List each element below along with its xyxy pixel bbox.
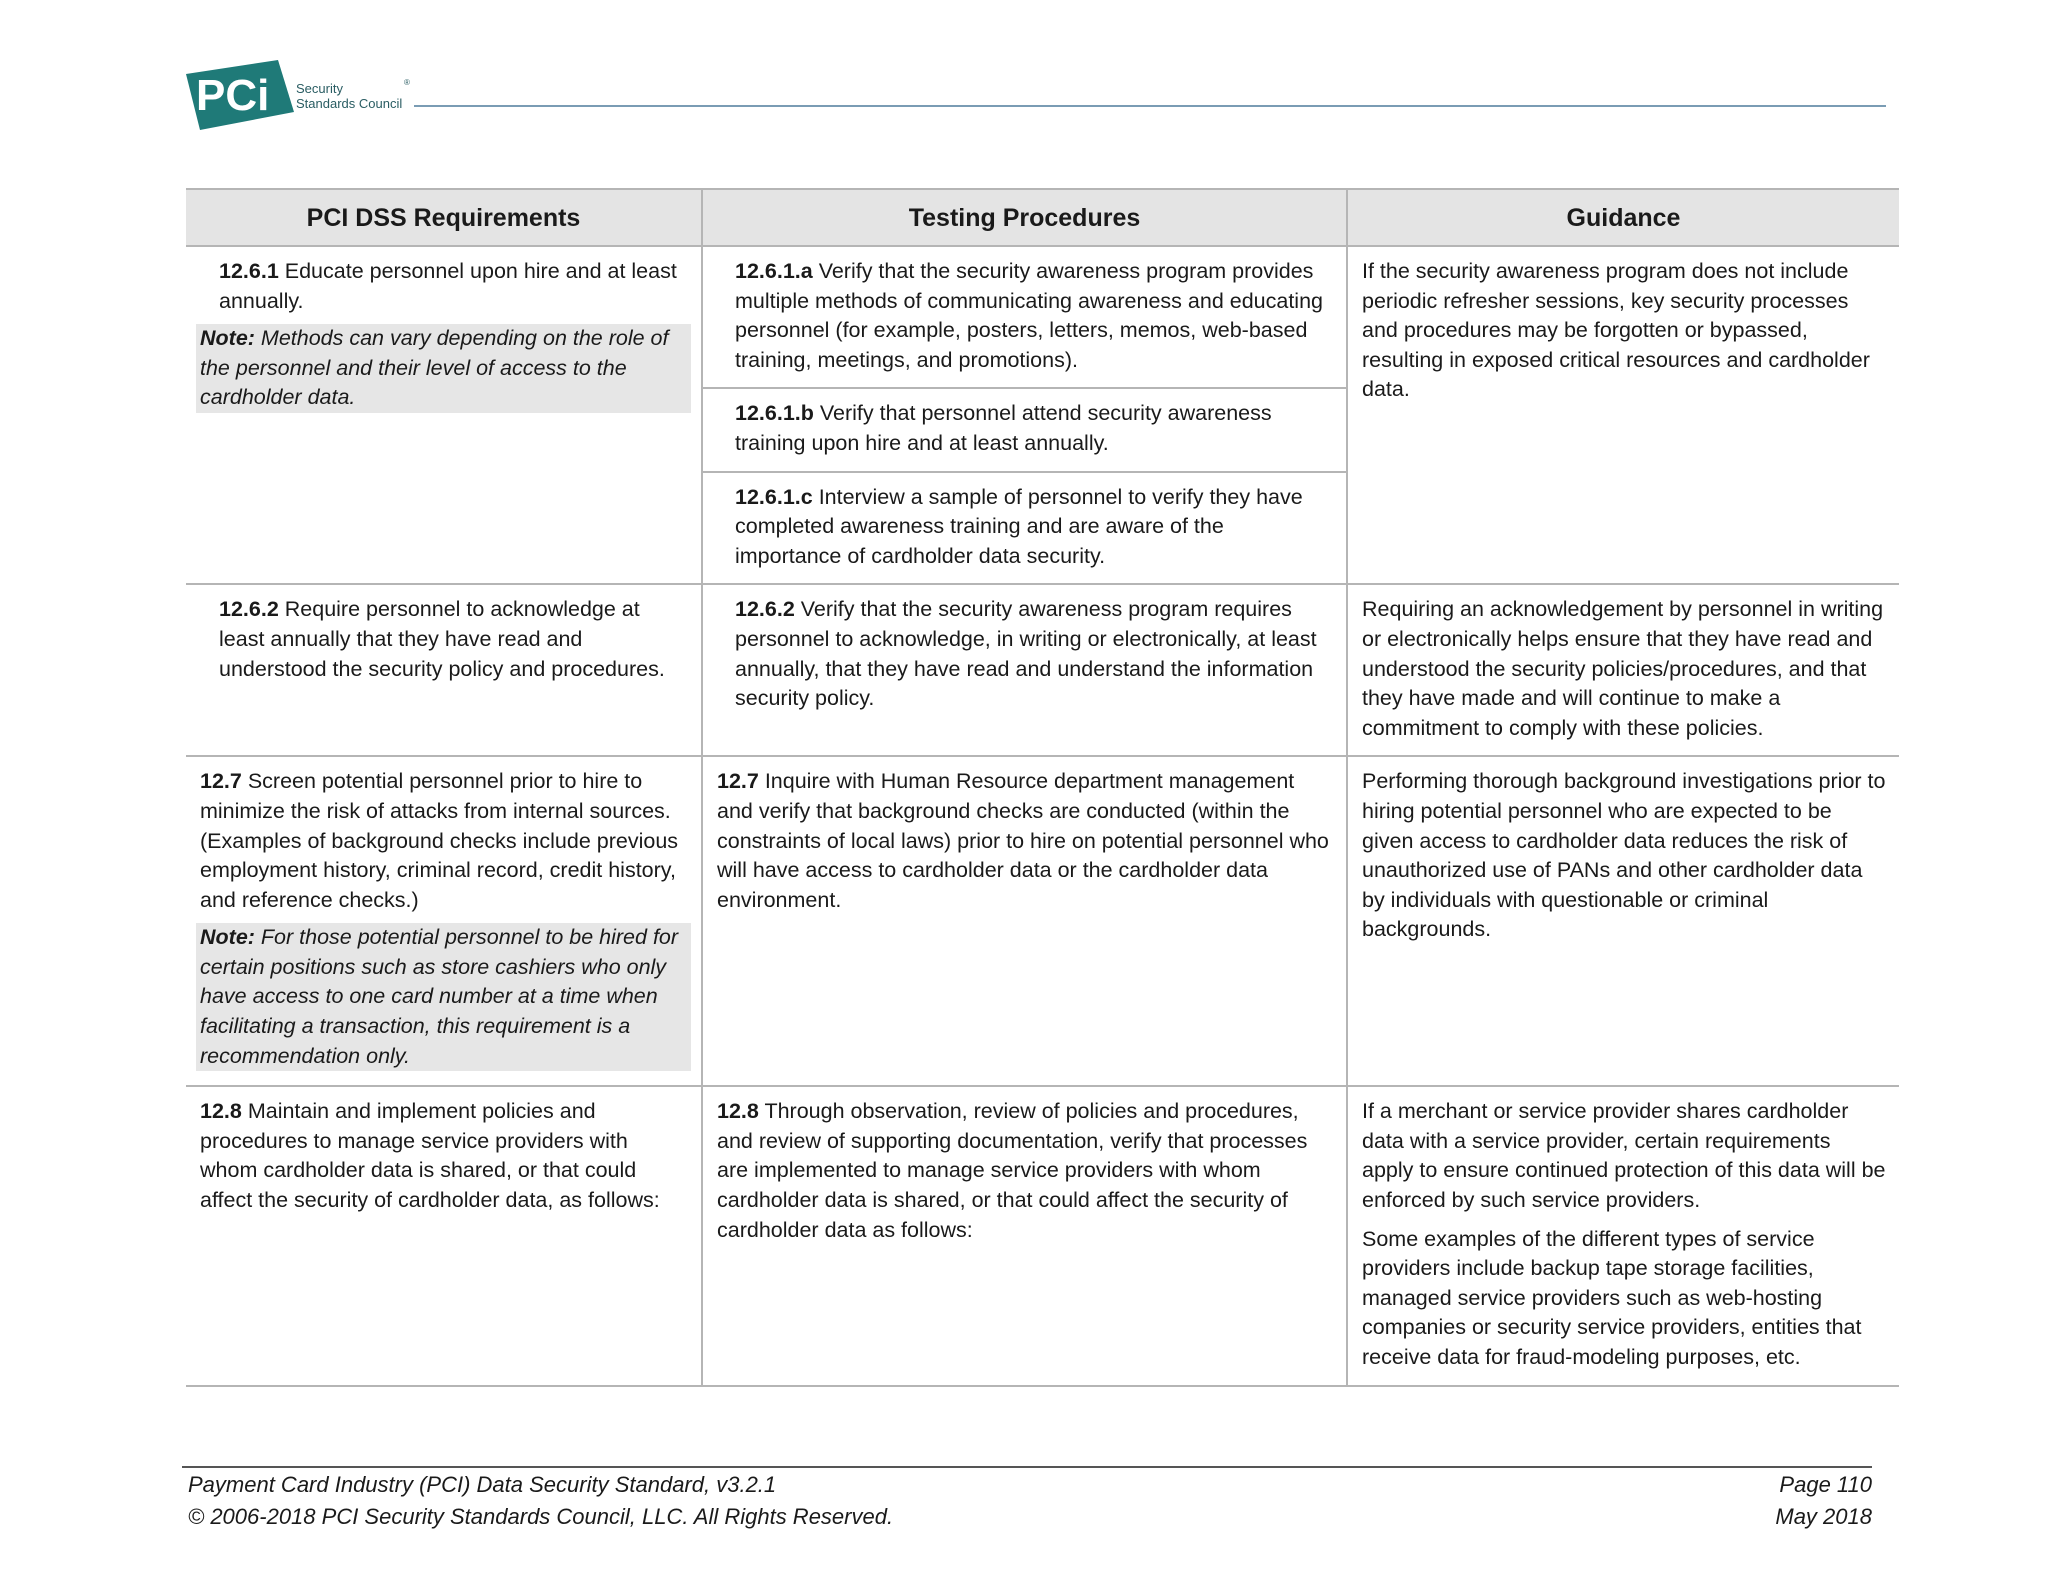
requirement-note: [196, 923, 691, 1071]
note-label: Note:: [200, 925, 255, 950]
header-guidance: Guidance: [1347, 189, 1899, 246]
requirement-cell: [186, 584, 702, 756]
guidance-cell: [1347, 1086, 1899, 1385]
testing-cell: [702, 584, 1347, 756]
footer-page-number: Page 110: [1779, 1472, 1872, 1497]
guidance-text: Some examples of the different types of service providers include backup tape storage facilities, managed service providers such as web-hosting companies or security service providers, entities that receive data for fraud-modeling purposes, etc.: [1362, 1226, 1862, 1369]
pci-logo: [186, 58, 434, 132]
footer-copyright: © 2006-2018 PCI Security Standards Council, LLC. All Rights Reserved.: [188, 1504, 894, 1529]
footer-doc-title: Payment Card Industry (PCI) Data Security Standard, v3.2.1: [188, 1472, 777, 1497]
guidance-cell: [1347, 584, 1899, 756]
requirement-note: [196, 324, 691, 413]
table-row: [186, 584, 1899, 756]
test-text: Verify that the security awareness program requires personnel to acknowledge, in writing or electronically, at least annually, that they have read and understand the information security policy.: [735, 597, 1317, 711]
table-row: [186, 756, 1899, 1086]
guidance-cell: [1347, 246, 1899, 584]
requirement-text: Screen potential personnel prior to hire to minimize the risk of attacks from internal sources. (Examples of background checks include previous employment history, criminal record, credit history, and reference checks.): [200, 769, 679, 912]
logo-line1: Security: [296, 81, 343, 96]
logo-line2: Standards Council: [296, 96, 403, 111]
requirement-text: Maintain and implement policies and procedures to manage service providers with whom cardholder data is shared, or that could affect the security of cardholder data, as follows:: [200, 1099, 660, 1213]
requirement-id: 12.7: [200, 769, 242, 794]
test-id: 12.6.2: [735, 597, 795, 622]
requirement-cell: [186, 1086, 702, 1385]
test-procedure: [703, 389, 1346, 472]
test-id: 12.8: [717, 1099, 759, 1124]
test-id: 12.6.1.a: [735, 259, 813, 283]
testing-cell: [702, 1086, 1347, 1385]
header-requirements: PCI DSS Requirements: [186, 189, 702, 246]
guidance-text: Requiring an acknowledgement by personnel in writing or electronically helps ensure that they have read and understood the security policies/procedures, and that they have made and will continue to make a commitment to comply with these policies.: [1362, 597, 1884, 740]
requirement-text: Educate personnel upon hire and at least annually.: [219, 259, 677, 313]
requirement-cell: [186, 756, 702, 1086]
logo-mark: PCi: [196, 71, 270, 120]
guidance-text: If a merchant or service provider shares cardholder data with a service provider, certain requirements apply to ensure continued protection of this data will be enforced by such service providers.: [1362, 1099, 1886, 1213]
test-text: Through observation, review of policies and procedures, and review of supporting documentation, verify that processes are implemented to manage service providers with whom cardholder data is shared, or that could affect the security of cardholder data as follows:: [717, 1099, 1308, 1242]
note-text: For those potential personnel to be hired for certain positions such as store cashiers who only have access to one card number at a time when facilitating a transaction, this requirement is a recommendation only.: [200, 925, 679, 1068]
footer-date: May 2018: [1775, 1504, 1872, 1529]
requirement-text: Require personnel to acknowledge at least annually that they have read and understood the security policy and procedures.: [219, 597, 665, 681]
test-id: 12.7: [717, 769, 759, 794]
test-text: Inquire with Human Resource department management and verify that background checks are conducted (within the constraints of local laws) prior to hire on potential personnel who will have access to cardholder data or the cardholder data environment.: [717, 769, 1329, 912]
note-label: Note:: [200, 326, 255, 351]
test-id: 12.6.1.b: [735, 401, 814, 426]
test-text: Interview a sample of personnel to verify they have completed awareness training and are aware of the importance of cardholder data security.: [735, 484, 1303, 568]
header-testing-procedures: Testing Procedures: [702, 189, 1347, 246]
table-row: [186, 1086, 1899, 1385]
requirement-id: 12.6.2: [219, 597, 279, 622]
requirements-table: [186, 188, 1899, 1387]
requirement-cell: [186, 246, 702, 584]
logo-registered-mark: ®: [404, 78, 410, 87]
header-rule: [414, 105, 1886, 107]
requirement-id: 12.6.1: [219, 259, 279, 283]
testing-cell: [702, 756, 1347, 1086]
footer-rule: [182, 1466, 1872, 1468]
table-row: [186, 246, 1899, 584]
guidance-text: If the security awareness program does not include periodic refresher sessions, key security processes and procedures may be forgotten or bypassed, resulting in exposed critical resources and cardholder data.: [1362, 259, 1870, 402]
guidance-cell: [1347, 756, 1899, 1086]
test-procedure: [703, 473, 1346, 584]
test-procedure: [703, 247, 1346, 389]
requirement-id: 12.8: [200, 1099, 242, 1124]
testing-cell: [702, 246, 1347, 584]
test-text: Verify that personnel attend security awareness training upon hire and at least annually.: [735, 401, 1272, 455]
guidance-text: Performing thorough background investigations prior to hiring potential personnel who are expected to be given access to cardholder data reduces the risk of unauthorized use of PANs and other cardholder data by individuals with questionable or criminal backgrounds.: [1362, 769, 1886, 942]
test-text: Verify that the security awareness program provides multiple methods of communicating awareness and educating personnel (for example, posters, letters, memos, web-based training, meetings, and promotions).: [735, 259, 1323, 372]
test-id: 12.6.1.c: [735, 484, 813, 509]
note-text: Methods can vary depending on the role of the personnel and their level of access to the cardholder data.: [200, 326, 669, 410]
table-header-row: [186, 189, 1899, 246]
